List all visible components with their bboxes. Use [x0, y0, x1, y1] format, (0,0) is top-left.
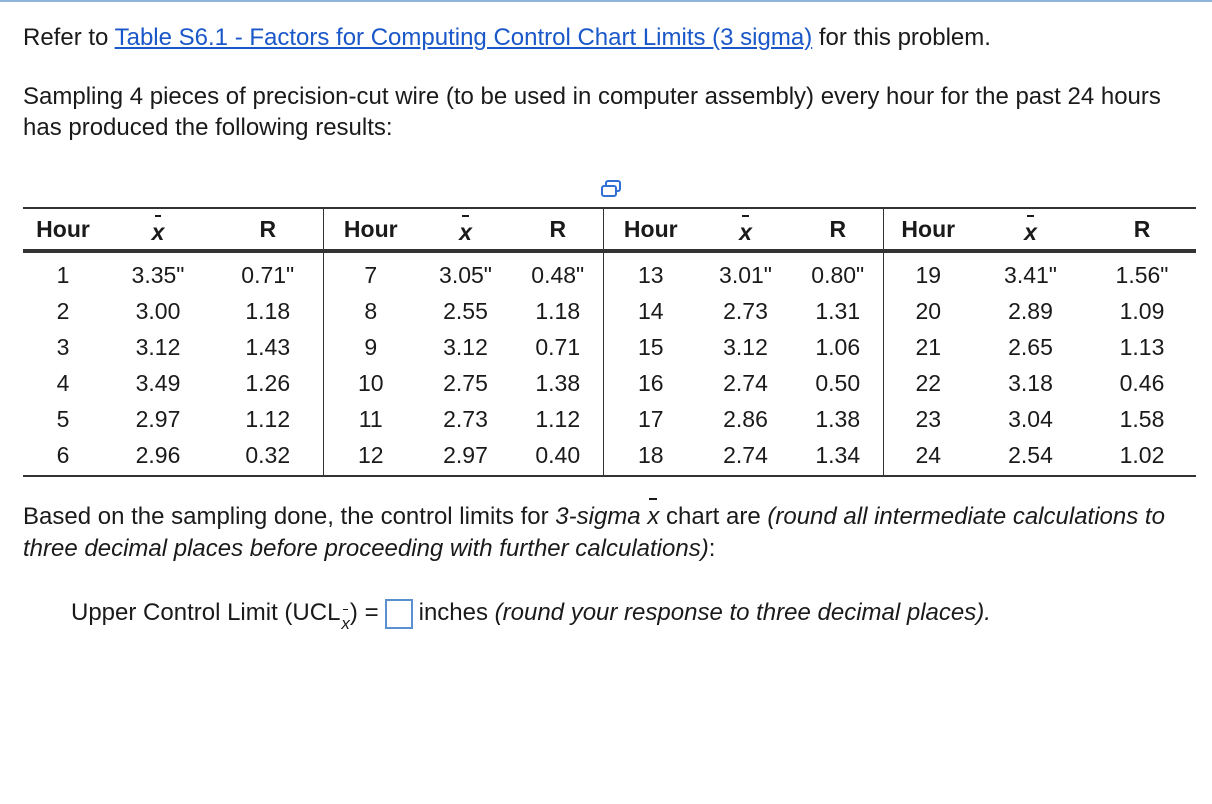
table-cell: 19	[883, 251, 973, 293]
table-cell: 4	[56, 369, 70, 396]
table-cell: 3.05"	[439, 261, 492, 288]
table-cell: 1.38	[815, 405, 861, 432]
ucl-answer-line	[71, 597, 991, 631]
table-cell: 1.18	[245, 297, 291, 324]
table-cell: 18	[603, 437, 698, 476]
header-xbar: x	[103, 208, 213, 251]
table-cell: 0.50	[815, 369, 861, 396]
table-cell: 2.73	[723, 297, 768, 324]
table-cell: 2.55	[443, 297, 488, 324]
table-s6-1-link[interactable]: Table S6.1 - Factors for Computing Control Chart Limits (3 sigma)	[114, 24, 813, 51]
table-cell: 0.46	[1119, 369, 1165, 396]
table-cell: 1	[56, 261, 70, 288]
table-cell: 7	[323, 251, 418, 293]
xbar-symbol: x	[647, 501, 659, 533]
table-cell: 1.58	[1119, 405, 1165, 432]
table-row	[23, 293, 1196, 329]
table-cell: 10	[323, 365, 418, 401]
intro-text	[23, 22, 991, 53]
table-cell: 1.12	[535, 405, 581, 432]
table-cell: 3.49	[135, 369, 181, 396]
table-row	[23, 365, 1196, 401]
table-cell: 2.73	[443, 405, 488, 432]
header-xbar: x	[973, 208, 1088, 251]
table-cell: 21	[883, 329, 973, 365]
ucl-unit: inches	[418, 599, 495, 626]
table-cell: 9	[323, 329, 418, 365]
ucl-label: Upper Control Limit (UCL	[71, 599, 341, 626]
top-border	[0, 0, 1212, 2]
header-r: R	[1088, 208, 1196, 251]
table-cell: 2.54	[973, 437, 1088, 476]
table-cell: 2.89	[1008, 297, 1053, 324]
table-cell: 0.40	[513, 437, 603, 476]
question-part1: Based on the sampling done, the control limits for	[23, 503, 556, 530]
ucl-subscript: x	[341, 608, 350, 640]
table-cell: 15	[603, 329, 698, 365]
table-cell: 20	[883, 293, 973, 329]
table-cell: 16	[603, 365, 698, 401]
table-cell: 22	[883, 365, 973, 401]
copy-icon[interactable]	[600, 179, 624, 201]
table-cell: 2.74	[698, 437, 793, 476]
question-part5: :	[708, 535, 716, 562]
table-cell: 0.71"	[241, 261, 295, 288]
ucl-answer-input[interactable]	[385, 599, 413, 629]
intro-suffix: for this problem.	[812, 24, 991, 51]
table-cell: 3.41"	[1004, 261, 1057, 288]
question-rounding-note: (round all intermediate calculations to three decimal places before proceeding with further calculations)	[23, 503, 1165, 562]
table-cell: 1.31	[815, 297, 861, 324]
table-cell: 1.26	[245, 369, 291, 396]
ucl-instruction: (round your response to three decimal places).	[494, 599, 991, 626]
table-cell: 1.12	[245, 405, 291, 432]
table-cell: 24	[883, 437, 973, 476]
table-cell: 1.34	[793, 437, 883, 476]
sampling-table	[23, 207, 1196, 477]
table-row	[23, 401, 1196, 437]
header-xbar: x	[418, 208, 513, 251]
table-cell: 5	[56, 405, 70, 432]
header-hour: Hour	[883, 208, 973, 251]
ucl-close: ) =	[349, 599, 379, 626]
table-cell: 11	[323, 401, 418, 437]
table-cell: 3.12	[135, 333, 181, 360]
table-cell: 1.09	[1119, 297, 1165, 324]
table-cell: 2.97	[135, 405, 181, 432]
header-xbar: x	[698, 208, 793, 251]
table-cell: 3.18	[1008, 369, 1053, 396]
table-cell: 12	[323, 437, 418, 476]
header-r: R	[793, 208, 883, 251]
table-cell: 1.56"	[1115, 261, 1169, 288]
header-hour: Hour	[323, 208, 418, 251]
table-cell: 3.12	[443, 333, 488, 360]
table-header-row	[23, 208, 1196, 251]
table-cell: 17	[603, 401, 698, 437]
table-cell: 23	[883, 401, 973, 437]
question-part3: chart are	[659, 503, 768, 530]
table-cell: 1.06	[815, 333, 861, 360]
header-hour: Hour	[23, 208, 103, 251]
header-hour: Hour	[603, 208, 698, 251]
table-cell: 0.32	[213, 437, 323, 476]
table-cell: 2.65	[1008, 333, 1053, 360]
table-cell: 2	[56, 297, 70, 324]
table-cell: 8	[323, 293, 418, 329]
table-cell: 0.80"	[811, 261, 865, 288]
table-cell: 0.48"	[531, 261, 585, 288]
table-cell: 2.86	[723, 405, 768, 432]
table-row	[23, 437, 1196, 476]
table-cell: 3.12	[723, 333, 768, 360]
table-cell: 3.35"	[131, 261, 185, 288]
table-cell: 6	[23, 437, 103, 476]
table-cell: 1.02	[1088, 437, 1196, 476]
header-r: R	[513, 208, 603, 251]
table-cell: 2.74	[723, 369, 768, 396]
table-cell: 1.38	[535, 369, 581, 396]
table-cell: 3.00	[135, 297, 181, 324]
table-cell: 3.01"	[719, 261, 772, 288]
table-cell: 0.71	[535, 333, 581, 360]
table-cell: 2.96	[103, 437, 213, 476]
intro-prefix: Refer to	[23, 24, 115, 51]
table-cell: 2.75	[443, 369, 488, 396]
table-cell: 2.97	[418, 437, 513, 476]
question-part2: 3-sigma	[555, 503, 648, 530]
table-row	[23, 329, 1196, 365]
table-row	[23, 251, 1196, 293]
problem-description: Sampling 4 pieces of precision-cut wire (to be used in computer assembly) every hour for the past 24 hours has produced the following results:	[23, 83, 1161, 141]
table-cell: 1.43	[245, 333, 291, 360]
table-cell: 13	[603, 251, 698, 293]
table-cell: 1.13	[1119, 333, 1165, 360]
question-text	[23, 501, 1173, 565]
table-cell: 1.18	[535, 297, 581, 324]
table-cell: 14	[603, 293, 698, 329]
header-r: R	[213, 208, 323, 251]
table-cell: 3.04	[1008, 405, 1053, 432]
table-cell: 3	[56, 333, 70, 360]
